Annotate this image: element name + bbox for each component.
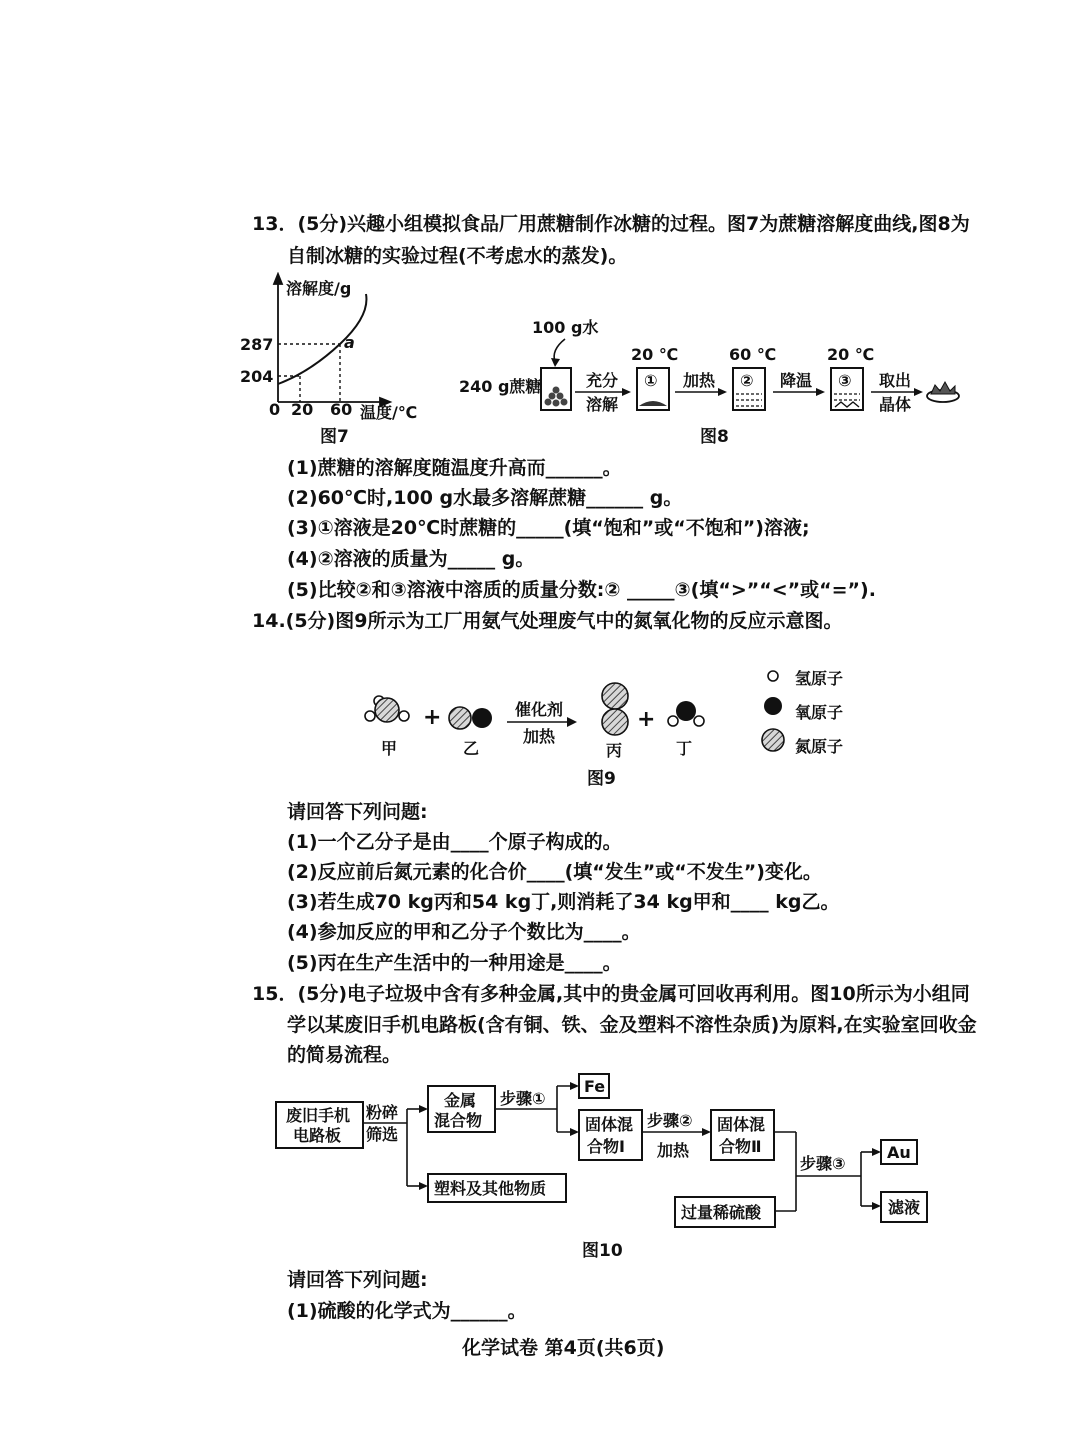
q13-question-3: (3)①溶液是20℃时蔗糖的_____(填“饱和”或“不饱和”)溶液;: [287, 517, 810, 539]
fig7-xlabel: 温度/℃: [360, 403, 418, 422]
fig10-heat-label: 加热: [657, 1141, 690, 1160]
fig7-y-tick-204: 204: [240, 367, 274, 386]
fig8-beaker1-label: ①: [644, 371, 658, 390]
q13-question-4: (4)②溶液的质量为_____ g。: [287, 548, 535, 570]
fig7-origin-label: 0: [269, 400, 281, 419]
molecule-ding: [668, 701, 704, 726]
fig10-solid1-line2: 合物Ⅰ: [587, 1137, 625, 1156]
fig7-x-tick-60: 60: [330, 400, 353, 419]
fig10-filtrate-label: 滤液: [888, 1198, 921, 1217]
fig10-solid2-line1: 固体混: [717, 1115, 766, 1134]
q14-question-1: (1)一个乙分子是由____个原子构成的。: [287, 831, 622, 853]
q13-question-2: (2)60℃时,100 g水最多溶解蔗糖______ g。: [287, 487, 683, 509]
fig8-sugar-label: 240 g蔗糖: [459, 377, 542, 396]
fig7-caption: 图7: [320, 427, 349, 447]
fig10-solid1-line1: 固体混: [585, 1115, 634, 1134]
fig8-temp3: 20 ℃: [827, 345, 875, 364]
fig9-legend-o: 氧原子: [795, 703, 844, 722]
fig8-temp1: 20 ℃: [631, 345, 679, 364]
q14-question-3: (3)若生成70 kg丙和54 kg丁,则消耗了34 kg甲和____ kg乙。: [287, 891, 840, 913]
fig9-legend-n: 氮原子: [795, 737, 844, 756]
fig7-y-tick-287: 287: [240, 335, 274, 354]
fig10-flowchart: [268, 1066, 948, 1266]
fig9-label-yi: 乙: [463, 739, 480, 758]
fig10-metal-line1: 金属: [444, 1091, 477, 1110]
fig9-label-bing: 丙: [606, 741, 623, 760]
fig10-op1-line2: 筛选: [366, 1125, 399, 1144]
fig8-caption: 图8: [700, 427, 729, 447]
fig9-plus-1: +: [423, 705, 442, 730]
fig9-label-ding: 丁: [676, 739, 693, 758]
q14-question-2: (2)反应前后氮元素的化合价____(填“发生”或“不发生”)变化。: [287, 861, 822, 883]
fig8-step4-bottom: 晶体: [879, 395, 912, 414]
fig10-step1-label: 步骤①: [500, 1089, 546, 1108]
fig8-step1-top: 充分: [586, 371, 619, 390]
fig10-op1-line1: 粉碎: [366, 1103, 399, 1122]
q13-intro-line2: 自制冰糖的实验过程(不考虑水的蒸发)。: [287, 245, 628, 267]
fig8-step4-top: 取出: [879, 371, 912, 390]
fig10-start-line1: 废旧手机: [286, 1106, 351, 1125]
q14-question-4: (4)参加反应的甲和乙分子个数比为____。: [287, 921, 641, 943]
fig10-metal-line2: 混合物: [434, 1111, 483, 1130]
fig8-beaker-start: [541, 368, 571, 410]
fig10-au-label: Au: [887, 1143, 911, 1162]
fig8-process-diagram: [455, 312, 965, 452]
fig9-legend-h: 氢原子: [795, 669, 844, 688]
molecule-jia: [365, 696, 409, 722]
fig8-temp2: 60 ℃: [729, 345, 777, 364]
q14-prompt: 请回答下列问题:: [287, 801, 428, 823]
q15-intro-line3: 的简易流程。: [287, 1044, 402, 1066]
fig7-ylabel: 溶解度/g: [286, 279, 352, 298]
q15-question-1: (1)硫酸的化学式为______。: [287, 1300, 527, 1322]
q14-question-5: (5)丙在生产生活中的一种用途是____。: [287, 952, 622, 974]
fig10-step2-label: 步骤②: [647, 1111, 693, 1130]
q13-question-1: (1)蔗糖的溶解度随温度升高而______。: [287, 457, 622, 479]
fig10-solid2-line2: 合物Ⅱ: [719, 1137, 762, 1156]
fig8-beaker2-label: ②: [740, 371, 754, 390]
fig7-point-label: a: [344, 333, 355, 352]
q13-intro-line1: 13．(5分)兴趣小组模拟食品厂用蔗糖制作冰糖的过程。图7为蔗糖溶解度曲线,图8为: [252, 213, 970, 235]
fig10-caption: 图10: [582, 1241, 623, 1261]
fig9-reaction-diagram: [355, 660, 875, 790]
fig8-water-label: 100 g水: [532, 318, 599, 337]
fig7-solubility-chart: [240, 272, 440, 452]
fig7-y-arrow: [274, 274, 282, 284]
fig8-step1-bottom: 溶解: [586, 395, 619, 414]
molecule-bing: [602, 683, 628, 735]
page-footer: 化学试卷 第4页(共6页): [462, 1337, 665, 1359]
fig8-step2-label: 加热: [683, 371, 716, 390]
fig7-x-tick-20: 20: [291, 400, 314, 419]
fig8-beaker3-label: ③: [838, 371, 852, 390]
fig9-condition-bottom: 加热: [523, 727, 556, 746]
molecule-yi: [449, 707, 492, 729]
fig10-acid-label: 过量稀硫酸: [681, 1203, 762, 1222]
q15-intro-line2: 学以某废旧手机电路板(含有铜、铁、金及塑料不溶性杂质)为原料,在实验室回收金: [287, 1014, 977, 1036]
q13-question-5: (5)比较②和③溶液中溶质的质量分数:② _____③(填“>”“<”或“=”).: [287, 579, 876, 601]
fig9-condition-top: 催化剂: [515, 700, 564, 719]
fig10-plastic-label: 塑料及其他物质: [434, 1179, 547, 1198]
fig9-plus-2: +: [637, 707, 656, 732]
fig10-fe-label: Fe: [584, 1077, 606, 1096]
fig9-label-jia: 甲: [381, 739, 398, 758]
q15-prompt: 请回答下列问题:: [287, 1269, 428, 1291]
fig8-crystal-dish: [927, 382, 959, 402]
fig9-caption: 图9: [587, 769, 616, 789]
fig10-step3-label: 步骤③: [800, 1154, 846, 1173]
q14-intro: 14.(5分)图9所示为工厂用氨气处理废气中的氮氧化物的反应示意图。: [252, 610, 843, 632]
q15-intro-line1: 15．(5分)电子垃圾中含有多种金属,其中的贵金属可回收再利用。图10所示为小组同: [252, 983, 970, 1005]
fig10-start-line2: 电路板: [293, 1126, 342, 1145]
fig8-step3-label: 降温: [780, 371, 813, 390]
